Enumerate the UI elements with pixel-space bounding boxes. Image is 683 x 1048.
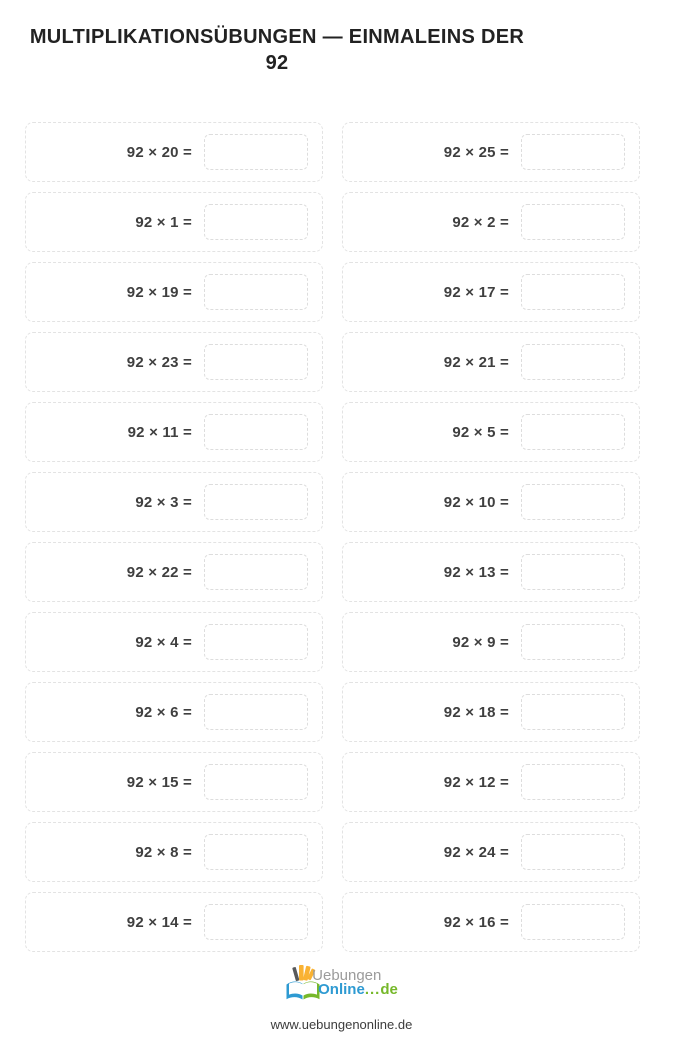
exercise-card <box>25 402 323 462</box>
exercise-card <box>25 262 323 322</box>
exercise-label: 92 × 14 = <box>126 913 192 931</box>
page-footer <box>0 964 683 1032</box>
exercise-label: 92 × 11 = <box>127 423 192 441</box>
answer-input[interactable] <box>521 554 625 590</box>
exercise-label: 92 × 13 = <box>443 563 509 581</box>
answer-input[interactable] <box>521 414 625 450</box>
exercise-card <box>25 192 323 252</box>
answer-input[interactable] <box>204 624 308 660</box>
answer-input[interactable] <box>204 274 308 310</box>
exercise-label: 92 × 8 = <box>135 843 192 861</box>
exercise-label: 92 × 17 = <box>443 283 509 301</box>
exercise-card <box>342 822 640 882</box>
worksheet-grid <box>25 122 683 952</box>
answer-input[interactable] <box>521 764 625 800</box>
exercise-card <box>25 752 323 812</box>
logo-text-uebungen: Uebungen <box>312 967 382 984</box>
answer-input[interactable] <box>521 694 625 730</box>
exercise-card <box>342 262 640 322</box>
answer-input[interactable] <box>521 134 625 170</box>
exercise-card <box>342 122 640 182</box>
page-title-line-1: MULTIPLIKATIONSÜBUNGEN — EINMALEINS DER <box>29 26 525 48</box>
exercise-card <box>25 612 323 672</box>
answer-input[interactable] <box>521 624 625 660</box>
answer-input[interactable] <box>204 484 308 520</box>
exercise-label: 92 × 4 = <box>135 633 192 651</box>
answer-input[interactable] <box>204 904 308 940</box>
answer-input[interactable] <box>204 204 308 240</box>
exercise-label: 92 × 16 = <box>443 913 509 931</box>
exercise-card <box>342 542 640 602</box>
answer-input[interactable] <box>521 834 625 870</box>
exercise-card <box>25 822 323 882</box>
answer-input[interactable] <box>204 764 308 800</box>
logo-text-de: de <box>380 981 398 998</box>
exercise-label: 92 × 12 = <box>443 773 509 791</box>
exercise-label: 92 × 22 = <box>126 563 192 581</box>
exercise-label: 92 × 9 = <box>452 633 509 651</box>
exercise-card <box>25 892 323 952</box>
logo-text-dots: ... <box>364 981 381 998</box>
exercise-label: 92 × 3 = <box>135 493 192 511</box>
exercise-card <box>342 192 640 252</box>
exercise-label: 92 × 1 = <box>135 213 192 231</box>
exercise-label: 92 × 5 = <box>452 423 509 441</box>
worksheet-column-left <box>25 122 323 952</box>
exercise-card <box>25 332 323 392</box>
exercise-card <box>342 892 640 952</box>
exercise-card <box>342 752 640 812</box>
exercise-label: 92 × 25 = <box>443 143 509 161</box>
answer-input[interactable] <box>204 134 308 170</box>
answer-input[interactable] <box>521 274 625 310</box>
page-title <box>24 24 530 76</box>
uebungen-online-logo <box>285 964 398 1007</box>
exercise-card <box>342 612 640 672</box>
exercise-label: 92 × 18 = <box>443 703 509 721</box>
answer-input[interactable] <box>204 694 308 730</box>
exercise-label: 92 × 24 = <box>443 843 509 861</box>
answer-input[interactable] <box>204 414 308 450</box>
exercise-label: 92 × 20 = <box>126 143 192 161</box>
exercise-card <box>25 122 323 182</box>
answer-input[interactable] <box>521 204 625 240</box>
exercise-label: 92 × 10 = <box>443 493 509 511</box>
exercise-card <box>342 472 640 532</box>
answer-input[interactable] <box>521 904 625 940</box>
exercise-card <box>25 682 323 742</box>
exercise-card <box>342 402 640 462</box>
exercise-card <box>342 682 640 742</box>
exercise-label: 92 × 19 = <box>126 283 192 301</box>
exercise-card <box>25 542 323 602</box>
logo-wordmark <box>312 969 398 997</box>
exercise-card <box>342 332 640 392</box>
exercise-label: 92 × 23 = <box>126 353 192 371</box>
answer-input[interactable] <box>204 834 308 870</box>
page-title-line-2: 92 <box>265 52 289 74</box>
exercise-label: 92 × 15 = <box>126 773 192 791</box>
exercise-card <box>25 472 323 532</box>
answer-input[interactable] <box>204 554 308 590</box>
answer-input[interactable] <box>204 344 308 380</box>
logo-text-online: Online <box>318 981 365 998</box>
website-url: www.uebungenonline.de <box>270 1017 413 1032</box>
answer-input[interactable] <box>521 344 625 380</box>
exercise-label: 92 × 21 = <box>443 353 509 371</box>
logo-text-online-de <box>318 983 398 997</box>
exercise-label: 92 × 6 = <box>135 703 192 721</box>
worksheet-column-right <box>342 122 640 952</box>
answer-input[interactable] <box>521 484 625 520</box>
exercise-label: 92 × 2 = <box>452 213 509 231</box>
